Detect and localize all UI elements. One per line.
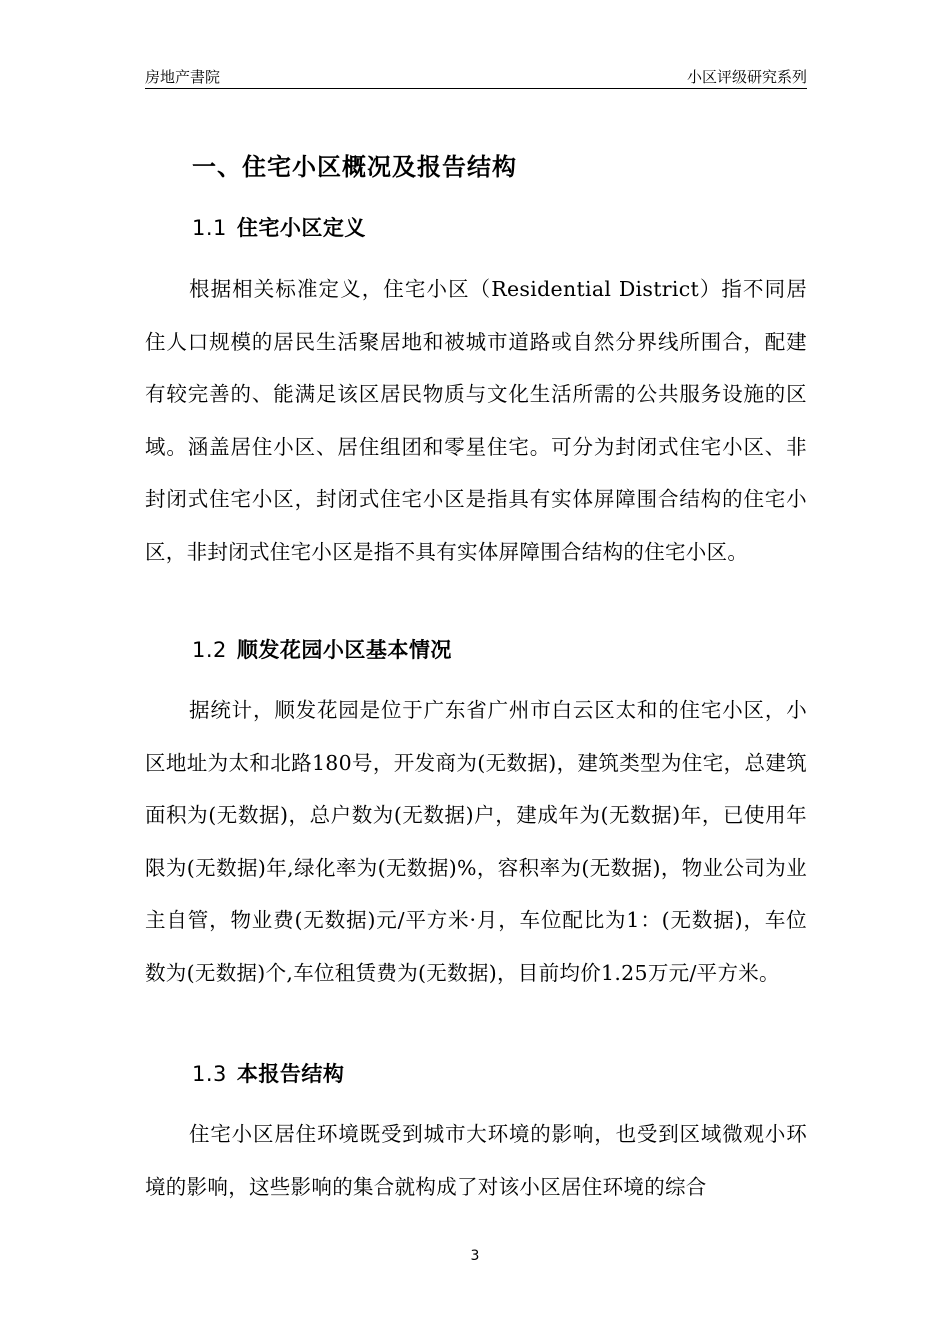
section-heading-1-1 <box>192 212 366 242</box>
section-title-text: 住宅小区定义 <box>236 216 366 240</box>
section-heading-1-2 <box>192 634 452 664</box>
section-paragraph-1-1: 根据相关标准定义，住宅小区（Residential District）指不同居住人口规模的居民生活聚居地和被城市道路或自然分界线所围合，配建有较完善的、能满足该区居民物质与文化生活所需的公共服务设施的区域。涵盖居住小区、居住组团和零星住宅。可分为封闭式住宅小区、非封闭式住宅小区，封闭式住宅小区是指具有实体屏障围合结构的住宅小区，非封闭式住宅小区是指不具有实体屏障围合结构的住宅小区。 <box>145 277 807 564</box>
section-paragraph-1-2: 据统计，顺发花园是位于广东省广州市白云区太和的住宅小区，小区地址为太和北路180号，开发商为(无数据)，建筑类型为住宅，总建筑面积为(无数据)，总户数为(无数据)户，建成年为(无数据)年，已使用年限为(无数据)年,绿化率为(无数据)%，容积率为(无数据)，物业公司为业主自管，物业费(无数据)元/平方米·月，车位配比为1：(无数据)，车位数为(无数据)个,车位租赁费为(无数据)，目前均价1.25万元/平方米。 <box>145 698 807 985</box>
page-number: 3 <box>470 1248 480 1264</box>
chapter-title: 一、住宅小区概况及报告结构 <box>192 153 517 181</box>
section-title-text: 顺发花园小区基本情况 <box>236 638 452 662</box>
header-series-title: 小区评级研究系列 <box>686 68 807 86</box>
section-number: 1.2 <box>192 638 227 662</box>
header-publisher: 房地产書院 <box>145 68 221 86</box>
page-header <box>145 62 807 89</box>
section-number: 1.1 <box>192 216 227 240</box>
section-number: 1.3 <box>192 1062 227 1086</box>
section-title-text: 本报告结构 <box>236 1062 345 1086</box>
section-heading-1-3 <box>192 1058 344 1088</box>
section-paragraph-1-3: 住宅小区居住环境既受到城市大环境的影响，也受到区域微观小环境的影响，这些影响的集合就构成了对该小区居住环境的综合 <box>145 1122 807 1199</box>
